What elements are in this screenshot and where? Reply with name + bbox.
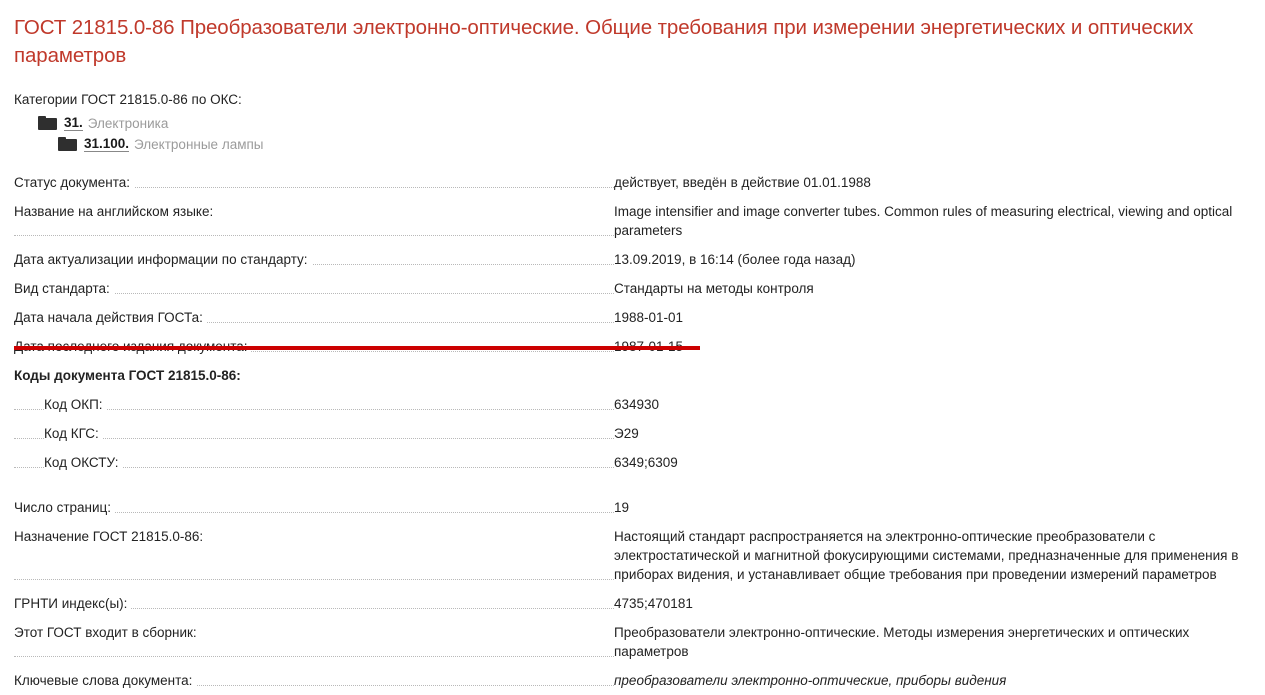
property-key: Этот ГОСТ входит в сборник: xyxy=(14,625,201,640)
property-key-cell xyxy=(14,390,614,419)
page-title: ГОСТ 21815.0-86 Преобразователи электронно-оптические. Общие требования при измерении энергетических и оптических параметров xyxy=(14,16,1194,67)
table-row xyxy=(14,419,1254,448)
property-key-cell xyxy=(14,448,614,477)
property-value: Настоящий стандарт распространяется на электронно-оптические преобразователи с электростатической и магнитной фокусирующими системами, предназначенные для применения в приборах видения, и устанавливает общие требования при проведении измерений параметров xyxy=(614,529,1239,582)
property-key: Код ОКП: xyxy=(44,397,107,412)
table-row xyxy=(14,245,1254,274)
codes-heading-row xyxy=(14,361,1254,390)
property-key: Статус документа: xyxy=(14,175,134,190)
property-key: Назначение ГОСТ 21815.0-86: xyxy=(14,529,207,544)
categories-label: Категории ГОСТ 21815.0-86 по ОКС: xyxy=(14,92,242,107)
property-key-cell xyxy=(14,666,614,695)
category-name: Электроника xyxy=(87,115,169,131)
table-row xyxy=(14,589,1254,618)
category-name: Электронные лампы xyxy=(134,136,264,152)
category-code[interactable]: 31. xyxy=(64,115,83,130)
table-row xyxy=(14,197,1254,245)
property-key-cell xyxy=(14,419,614,448)
red-underline-annotation xyxy=(14,346,700,350)
property-key: Название на английском языке: xyxy=(14,204,217,219)
folder-icon xyxy=(58,137,77,151)
folder-icon xyxy=(38,116,57,130)
codes-heading: Коды документа ГОСТ 21815.0-86: xyxy=(14,368,241,383)
property-key-cell xyxy=(14,522,614,589)
property-value: 19 xyxy=(614,500,630,515)
property-value: 13.09.2019, в 16:14 (более года назад) xyxy=(614,252,856,267)
table-row xyxy=(14,493,1254,522)
property-key: Код ОКСТУ: xyxy=(44,455,123,470)
property-key-cell xyxy=(14,168,614,197)
table-row xyxy=(14,303,1254,332)
table-row xyxy=(14,618,1254,666)
property-key: Дата актуализации информации по стандарту: xyxy=(14,252,312,267)
property-value: 634930 xyxy=(614,397,660,412)
property-value: преобразователи электронно-оптические, приборы видения xyxy=(614,673,1007,688)
table-row xyxy=(14,168,1254,197)
property-key-cell xyxy=(14,332,614,361)
table-row xyxy=(14,448,1254,477)
table-row xyxy=(14,666,1254,695)
property-value: Стандарты на методы контроля xyxy=(614,281,814,296)
table-row xyxy=(14,522,1254,589)
property-value: Э29 xyxy=(614,426,639,441)
category-item[interactable] xyxy=(14,115,1251,131)
category-code[interactable]: 31.100. xyxy=(84,136,130,151)
property-key-cell xyxy=(14,274,614,303)
spacer xyxy=(14,477,1254,493)
property-key-cell xyxy=(14,493,614,522)
property-key: Ключевые слова документа: xyxy=(14,673,196,688)
property-key: Вид стандарта: xyxy=(14,281,114,296)
property-key-cell xyxy=(14,197,614,245)
property-value: 6349;6309 xyxy=(614,455,678,470)
property-key: Дата начала действия ГОСТа: xyxy=(14,310,207,325)
property-value: действует, введён в действие 01.01.1988 xyxy=(614,175,871,190)
table-row xyxy=(14,390,1254,419)
property-value: Преобразователи электронно-оптические. Методы измерения энергетических и оптических параметров xyxy=(614,625,1190,659)
property-key-cell xyxy=(14,303,614,332)
property-key: Код КГС: xyxy=(44,426,103,441)
property-key: ГРНТИ индекс(ы): xyxy=(14,596,131,611)
property-value: Image intensifier and image converter tubes. Common rules of measuring electrical, viewing and optical parameters xyxy=(614,204,1233,238)
table-row-highlighted xyxy=(14,332,1254,361)
property-value: 4735;470181 xyxy=(614,596,693,611)
table-row xyxy=(14,274,1254,303)
property-key-cell xyxy=(14,589,614,618)
property-key-cell xyxy=(14,618,614,666)
property-key-cell xyxy=(14,245,614,274)
property-value xyxy=(614,332,1254,361)
document-properties-table xyxy=(14,168,1254,695)
property-key: Число страниц: xyxy=(14,500,115,515)
property-value: 1988-01-01 xyxy=(614,310,684,325)
category-item[interactable] xyxy=(14,136,1251,152)
categories-list xyxy=(14,115,1251,152)
